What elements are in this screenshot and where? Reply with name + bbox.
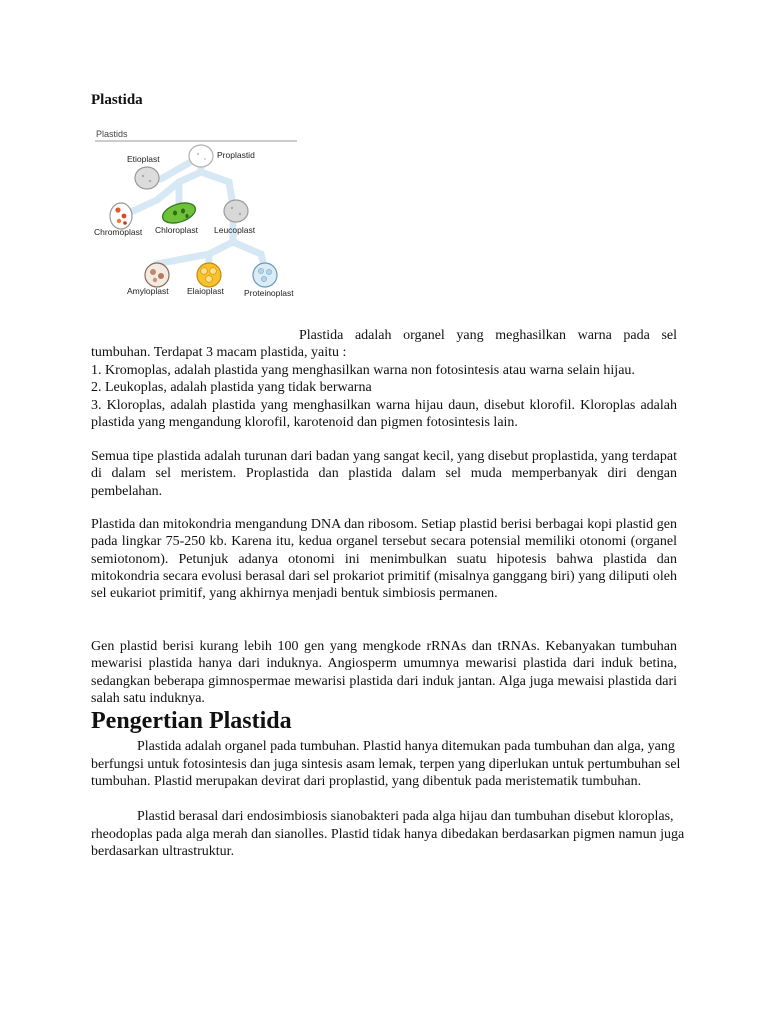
proplastid-label: Proplastid [217,150,255,160]
etioplast-icon [135,167,159,189]
paragraph-gen-plastid: Gen plastid berisi kurang lebih 100 gen yang mengkode rRNAs dan tRNAs. Kebanyakan tumbuhan mewarisi plastida hanya dari induknya. Angiosperm umumnya mewarisi plastida dari induk betina, sedangkan beberapa gimnospermae mewarisi plastida dari induk jantan. Alga juga mewaisi plastida dari salah satu induknya. [91,639,677,706]
section-paragraph-1 [91,738,691,791]
proteinoplast-label: Proteinoplast [244,288,294,298]
proteinoplast-icon [253,263,277,287]
paragraph-proplastida: Semua tipe plastida adalah turunan dari badan yang sangat kecil, yang disebut proplastida, yang terdapat di dalam sel meristem. Proplastida dan plastida dalam sel muda memperbanyak diri dengan pembelahan. [91,449,677,499]
intro-first-line: Plastida adalah organel yang meghasilkan warna pada sel [299,328,677,343]
chromoplast-label: Chromoplast [94,227,143,237]
amyloplast-label: Amyloplast [127,286,169,296]
diagram-header: Plastids [96,129,128,139]
document-title: Plastida [91,92,143,108]
amyloplast-icon [145,263,169,287]
proplastid-icon [189,145,213,167]
chromoplast-icon [110,203,132,229]
elaioplast-icon [197,263,221,287]
etioplast-label: Etioplast [127,154,160,164]
chloroplast-icon [160,199,198,227]
leucoplast-icon [224,200,248,222]
elaioplast-label: Elaioplast [187,286,224,296]
section-paragraph-2-text: Plastid berasal dari endosimbiosis sianobakteri pada alga hijau dan tumbuhan disebut kloroplas, rheodoplas pada alga merah dan sianolles. Plastid tidak hanya dibedakan berdasarkan pigmen namun juga berdasarkan ultrastruktur. [91,809,685,859]
plastids-diagram [91,124,303,304]
intro-second-line: tumbuhan. Terdapat 3 macam plastida, yaitu : [91,345,347,360]
paragraph-dna-ribosom: Plastida dan mitokondria mengandung DNA dan ribosom. Setiap plastid berisi berbagai kopi plastid gen pada lingkar 75-250 kb. Karena itu, kedua organel tersebut secara potensial memiliki otonomi (organel semiotonom). Petunjuk adanya otonomi ini menimbulkan suatu hipotesis bahwa plastida dan mitokondria secara evolusi berasal dari sel prokariot primitif (misalnya ganggang biri) yang diliputi oleh sel eukariot primitif, yang akhirnya menjadi bentuk simbiosis permanen. [91,517,677,602]
chloroplast-label: Chloroplast [155,225,198,235]
leucoplast-label: Leucoplast [214,225,256,235]
section-paragraph-1-text: Plastida adalah organel pada tumbuhan. Plastid hanya ditemukan pada tumbuhan dan alga, yang berfungsi untuk fotosintesis dan juga sintesis asam lemak, terpen yang diperlukan untuk pertumbuhan sel tumbuhan. Plastid merupakan devirat dari proplastid, yang dibentuk pada meristematik tumbuhan. [91,739,681,789]
list-item-kromoplas: 1. Kromoplas, adalah plastida yang menghasilkan warna non fotosintesis atau warna selain hijau. [91,362,635,378]
list-item-leukoplas: 2. Leukoplas, adalah plastida yang tidak berwarna [91,380,372,395]
section-paragraph-2 [91,808,691,861]
list-item-kloroplas: 3. Kloroplas, adalah plastida yang menghasilkan warna hijau daun, disebut klorofil. Kloroplas adalah plastida yang mengandung klorofil, karotenoid dan pigmen fotosintesis lain. [91,397,677,430]
intro-list [91,344,677,432]
section-heading: Pengertian Plastida [91,708,292,734]
